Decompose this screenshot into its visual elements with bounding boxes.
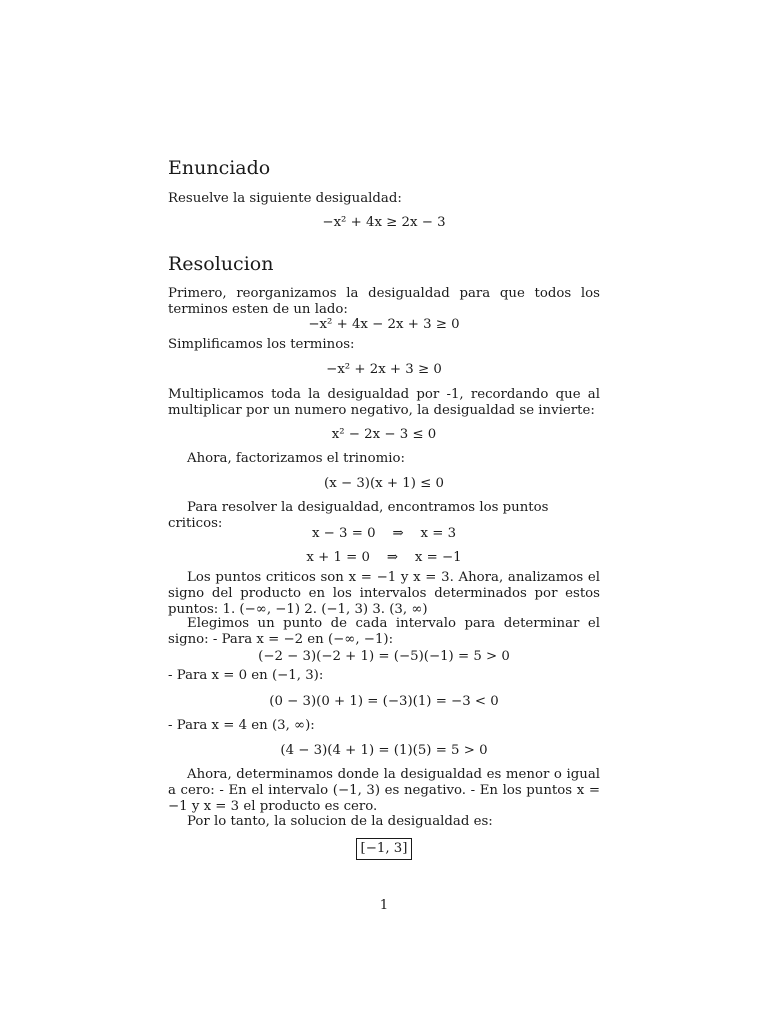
- equation-test-minus-2: (−2 − 3)(−2 + 1) = (−5)(−1) = 5 > 0: [258, 649, 510, 664]
- paragraph-test-4: - Para x = 4 en (3, ∞):: [168, 718, 315, 733]
- paragraph-conclusion: Ahora, determinamos donde la desigualdad es menor o igual a cero: - En el intervalo (−1, 3) es negativo. - En los puntos x = −1 y x = 3 el producto es cero.: [168, 767, 600, 814]
- equation-multiplied: x² − 2x − 3 ≤ 0: [331, 427, 437, 442]
- paragraph-intervals: Los puntos criticos son x = −1 y x = 3. Ahora, analizamos el signo del producto en los intervalos determinados por estos puntos: 1. (−∞, −1) 2. (−1, 3) 3. (3, ∞): [168, 570, 600, 617]
- equation-root-minus-1: x + 1 = 0 ⇒ x = −1: [306, 550, 462, 565]
- statement-intro: Resuelve la siguiente desigualdad:: [168, 191, 402, 206]
- equation-test-0: (0 − 3)(0 + 1) = (−3)(1) = −3 < 0: [269, 694, 499, 709]
- equation-factored: (x − 3)(x + 1) ≤ 0: [324, 476, 444, 491]
- paragraph-multiply: Multiplicamos toda la desigualdad por -1, recordando que al multiplicar por un numero negativo, la desigualdad se invierte:: [168, 387, 600, 418]
- paragraph-factor: Ahora, factorizamos el trinomio:: [187, 451, 405, 466]
- section-title-enunciado: Enunciado: [168, 157, 271, 179]
- equation-simplified: −x² + 2x + 3 ≥ 0: [326, 362, 442, 377]
- paragraph-simplify: Simplificamos los terminos:: [168, 337, 355, 352]
- solution-answer: [−1, 3]: [356, 838, 413, 860]
- paragraph-critical-points: Para resolver la desigualdad, encontramos los puntos criticos:: [168, 500, 549, 531]
- paragraph-solution-intro: Por lo tanto, la solucion de la desigualdad es:: [187, 814, 493, 829]
- paragraph-reorganize: Primero, reorganizamos la desigualdad para que todos los terminos esten de un lado:: [168, 286, 600, 317]
- paragraph-test-points: Elegimos un punto de cada intervalo para determinar el signo: - Para x = −2 en (−∞, −1):: [168, 616, 600, 647]
- solution-box-wrapper: [168, 838, 600, 860]
- statement-inequality: −x² + 4x ≥ 2x − 3: [322, 215, 446, 230]
- equation-test-4: (4 − 3)(4 + 1) = (1)(5) = 5 > 0: [280, 743, 488, 758]
- equation-rearranged: −x² + 4x − 2x + 3 ≥ 0: [308, 317, 460, 332]
- paragraph-test-0: - Para x = 0 en (−1, 3):: [168, 668, 324, 683]
- equation-root-3: x − 3 = 0 ⇒ x = 3: [311, 526, 457, 541]
- page-number: 1: [379, 898, 389, 913]
- section-title-resolucion: Resolucion: [168, 253, 274, 275]
